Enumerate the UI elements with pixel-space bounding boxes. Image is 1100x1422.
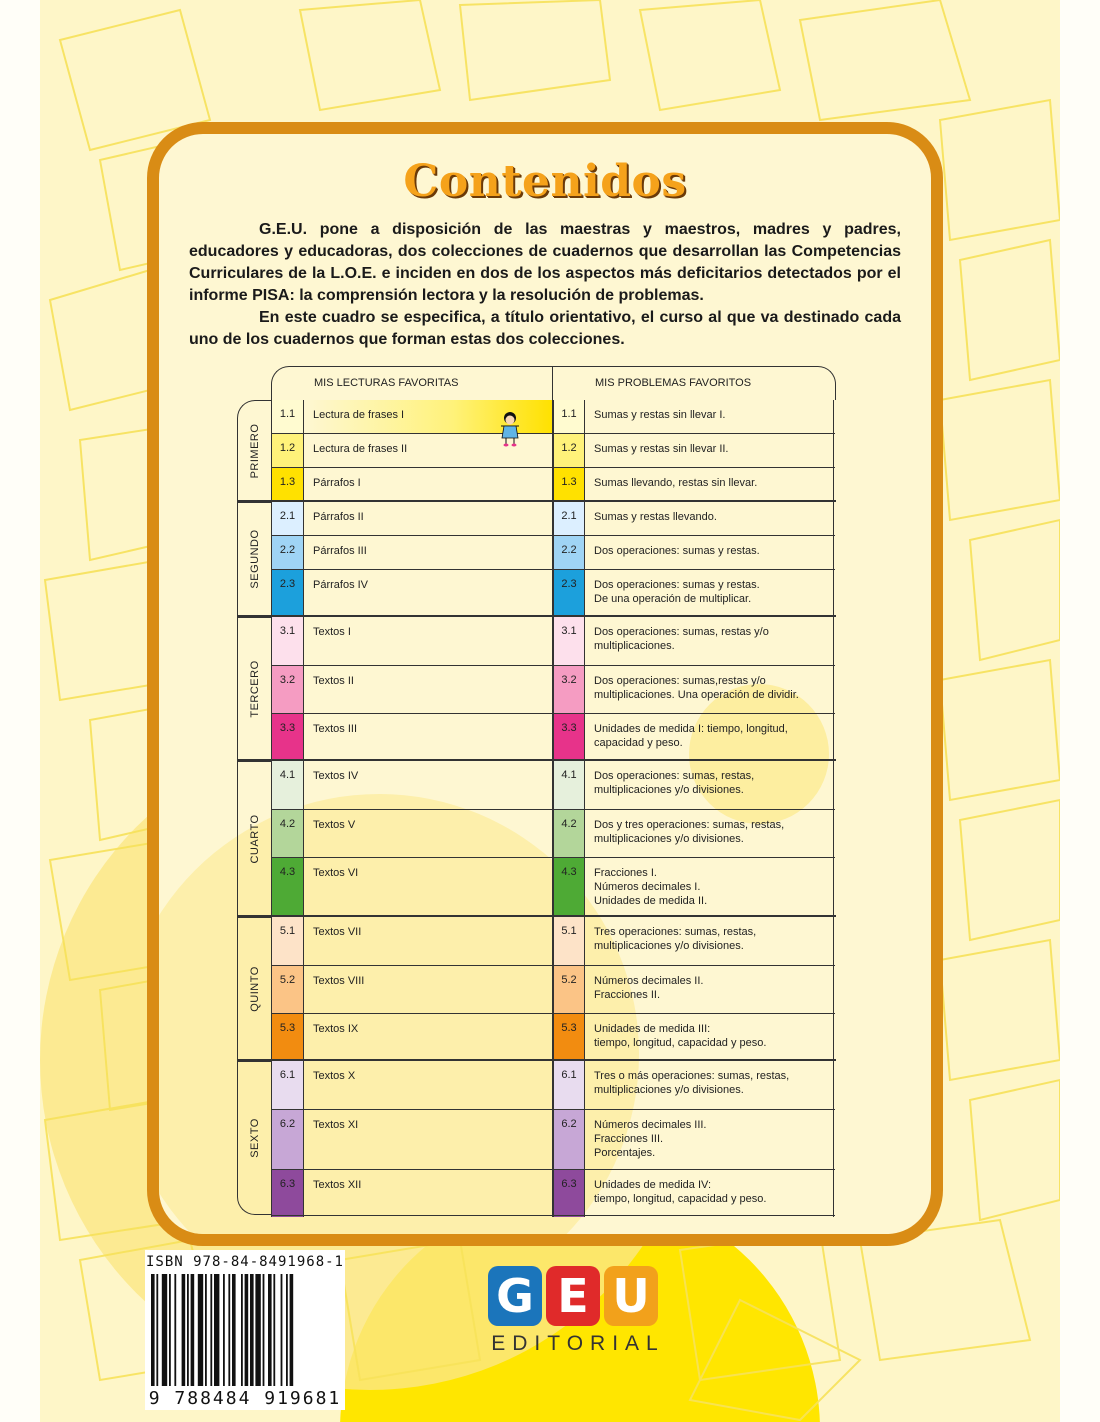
problems-title-line: multiplicaciones y/o divisiones.: [594, 940, 744, 952]
barcode-bar: [228, 1274, 230, 1386]
problems-title: [586, 468, 834, 500]
problems-title-line: Sumas y restas sin llevar II.: [594, 443, 729, 455]
problems-title: [586, 502, 834, 535]
grade-label-cell: [237, 761, 272, 915]
intro-paragraph-2: En este cuadro se especifica, a título orientativo, el curso al que va destinado cada uno de los cuadernos que forman estas dos colecciones.: [189, 309, 901, 348]
table-row: [271, 400, 835, 433]
problems-code: 2.2: [552, 536, 585, 569]
table-row: [271, 713, 835, 761]
problems-title-line: multiplicaciones.: [594, 640, 675, 652]
problems-code: 1.1: [552, 400, 585, 433]
reading-code: 3.1: [271, 617, 304, 665]
barcode-bar: [187, 1274, 189, 1386]
problems-title-line: Porcentajes.: [594, 1147, 656, 1159]
grade-block: [237, 759, 836, 915]
header-reading-label: MIS LECTURAS FAVORITAS: [314, 377, 459, 389]
reading-code: 2.3: [271, 570, 304, 617]
problems-title-line: Dos operaciones: sumas,restas y/o: [594, 675, 766, 687]
problems-title-line: Números decimales I.: [594, 881, 701, 893]
page-title: Contenidos: [403, 156, 687, 207]
problems-title-line: Fracciones III.: [594, 1133, 664, 1145]
grade-block: [237, 615, 836, 759]
barcode-bar: [245, 1274, 249, 1386]
table-row: [271, 569, 835, 617]
logo-letter-u: U: [604, 1266, 658, 1326]
problems-title-line: Sumas y restas sin llevar I.: [594, 409, 726, 421]
problems-title: [586, 666, 834, 713]
problems-title-line: Unidades de medida IV:: [594, 1179, 711, 1191]
problems-code: 3.3: [552, 714, 585, 761]
problems-title-line: Dos y tres operaciones: sumas, restas,: [594, 819, 785, 831]
problems-title: [586, 1110, 834, 1169]
grade-label-cell: [237, 502, 272, 615]
reading-code: 4.1: [271, 761, 304, 809]
problems-title-line: Dos operaciones: sumas, restas y/o: [594, 626, 769, 638]
problems-title: [586, 434, 834, 467]
barcode-bar: [182, 1274, 186, 1386]
reading-title: Textos IV: [313, 770, 359, 782]
reading-title: Textos IX: [313, 1023, 359, 1035]
problems-title-line: Números decimales III.: [594, 1119, 707, 1131]
problems-title-line: multiplicaciones y/o divisiones.: [594, 833, 744, 845]
barcode-bar: [250, 1274, 254, 1386]
problems-title: [586, 1014, 834, 1061]
reading-title: Textos II: [313, 675, 354, 687]
problems-title: [586, 810, 834, 857]
table-row: [271, 917, 835, 965]
problems-title-line: Tres operaciones: sumas, restas,: [594, 926, 757, 938]
problems-title: [586, 714, 834, 761]
problems-title: [586, 858, 834, 917]
problems-title-line: tiempo, longitud, capacidad y peso.: [594, 1193, 767, 1205]
problems-title-line: capacidad y peso.: [594, 737, 683, 749]
reading-title: Textos VI: [313, 867, 359, 879]
grade-block: [237, 500, 836, 615]
problems-code: 5.1: [552, 917, 585, 965]
problems-title: [586, 761, 834, 809]
reading-code: 3.3: [271, 714, 304, 761]
table-row: [271, 1169, 835, 1217]
grade-block: [237, 1059, 836, 1215]
reading-code: 6.3: [271, 1170, 304, 1217]
reading-code: 2.2: [271, 536, 304, 569]
barcode-bar: [198, 1274, 203, 1386]
problems-code: 2.1: [552, 502, 585, 535]
grade-block: [237, 400, 836, 500]
problems-title-line: multiplicaciones y/o divisiones.: [594, 784, 744, 796]
table-row: [271, 1061, 835, 1109]
isbn-barcode: [145, 1250, 345, 1410]
table-row: [271, 502, 835, 535]
problems-title-line: Unidades de medida III:: [594, 1023, 711, 1035]
problems-title-line: Unidades de medida II.: [594, 895, 708, 907]
reading-title: Textos VII: [313, 926, 362, 938]
problems-code: 2.3: [552, 570, 585, 617]
problems-code: 3.2: [552, 666, 585, 713]
barcode-bar: [174, 1274, 176, 1386]
problems-title: [586, 1170, 834, 1217]
contents-table: [237, 366, 837, 1214]
header-problems-label: MIS PROBLEMAS FAVORITOS: [595, 377, 752, 389]
grade-label-cell: [237, 400, 272, 500]
table-row: [271, 467, 835, 500]
book-back-cover: [40, 0, 1060, 1422]
grade-label: SEGUNDO: [249, 529, 261, 589]
problems-title: [586, 400, 834, 433]
table-row: [271, 1013, 835, 1061]
grade-label: TERCERO: [249, 659, 261, 718]
barcode-bar: [268, 1274, 272, 1386]
table-row: [271, 617, 835, 665]
barcode-bar: [232, 1274, 236, 1386]
problems-title: [586, 917, 834, 965]
problems-title-line: multiplicaciones y/o divisiones.: [594, 1084, 744, 1096]
logo-subtitle: EDITORIAL: [491, 1332, 665, 1355]
reading-title: Textos III: [313, 723, 358, 735]
problems-title-line: Fracciones II.: [594, 989, 661, 1001]
grade-label-cell: [237, 917, 272, 1059]
barcode-bar: [205, 1274, 207, 1386]
problems-title: [586, 966, 834, 1013]
header-reading-collection: [271, 366, 553, 400]
reading-title: Párrafos III: [313, 545, 367, 557]
contents-panel: [147, 122, 943, 1246]
reading-code: 3.2: [271, 666, 304, 713]
barcode-bar: [214, 1274, 219, 1386]
reading-code: 5.1: [271, 917, 304, 965]
reading-title: Párrafos IV: [313, 579, 369, 591]
problems-title-line: Números decimales II.: [594, 975, 704, 987]
grade-label-cell: [237, 1061, 272, 1215]
barcode-bar: [151, 1274, 155, 1386]
grade-label: SEXTO: [249, 1118, 261, 1158]
grade-block: [237, 915, 836, 1059]
reading-code: 4.3: [271, 858, 304, 917]
problems-code: 4.2: [552, 810, 585, 857]
reading-title: Textos VIII: [313, 975, 365, 987]
barcode-icon: [151, 1274, 339, 1386]
reading-code: 4.2: [271, 810, 304, 857]
table-row: [271, 857, 835, 917]
grade-label: CUARTO: [249, 813, 261, 864]
isbn-label: ISBN 978-84-8491968-1: [145, 1254, 344, 1270]
barcode-bar: [191, 1274, 195, 1386]
logo-letter-g: G: [488, 1266, 542, 1326]
problems-title-line: multiplicaciones. Una operación de dividir.: [594, 689, 799, 701]
problems-code: 6.3: [552, 1170, 585, 1217]
problems-title-line: Tres o más operaciones: sumas, restas,: [594, 1070, 790, 1082]
barcode-bar: [281, 1274, 283, 1386]
problems-code: 6.2: [552, 1110, 585, 1169]
problems-title-line: Fracciones I.: [594, 867, 657, 879]
barcode-bar: [255, 1274, 260, 1386]
barcode-bar: [286, 1274, 288, 1386]
barcode-bar: [241, 1274, 243, 1386]
problems-title-line: Sumas y restas llevando.: [594, 511, 717, 523]
reading-title: Párrafos II: [313, 511, 364, 523]
reading-title: Textos I: [313, 626, 351, 638]
grade-label-cell: [237, 617, 272, 759]
reading-title: Textos XII: [313, 1179, 362, 1191]
problems-title: [586, 617, 834, 665]
reading-code: 1.3: [271, 468, 304, 500]
reading-title: Textos V: [313, 819, 356, 831]
problems-title: [586, 570, 834, 617]
intro-paragraph-1: G.E.U. pone a disposición de las maestras y maestros, madres y padres, educadores y educadoras, dos colecciones de cuadernos que desarrollan las Competencias Curriculares de la L.O.E. e inciden en dos de los aspectos más deficitarios detectados por el informe PISA: la comprensión lectora y la resolución de problemas.: [189, 221, 901, 304]
doll-icon: [497, 410, 523, 448]
reading-title: Lectura de frases I: [305, 400, 552, 433]
problems-code: 4.1: [552, 761, 585, 809]
barcode-bar: [169, 1274, 171, 1386]
problems-code: 1.2: [552, 434, 585, 467]
header-problems-collection: [552, 366, 836, 400]
table-row: [271, 535, 835, 569]
problems-title-line: Dos operaciones: sumas, restas,: [594, 770, 755, 782]
problems-title-line: Dos operaciones: sumas y restas.: [594, 545, 760, 557]
problems-code: 5.3: [552, 1014, 585, 1061]
barcode-bar: [156, 1274, 158, 1386]
problems-code: 5.2: [552, 966, 585, 1013]
reading-title: Textos X: [313, 1070, 356, 1082]
reading-code: 2.1: [271, 502, 304, 535]
reading-code: 6.2: [271, 1110, 304, 1169]
reading-title: Párrafos I: [313, 477, 361, 489]
reading-code: 6.1: [271, 1061, 304, 1109]
barcode-bar: [210, 1274, 212, 1386]
geu-editorial-logo: [488, 1266, 668, 1366]
problems-title-line: De una operación de multiplicar.: [594, 593, 752, 605]
grade-label: PRIMERO: [249, 423, 261, 478]
table-row: [271, 965, 835, 1013]
problems-code: 4.3: [552, 858, 585, 917]
grade-label: QUINTO: [249, 965, 261, 1012]
problems-title-line: Unidades de medida I: tiempo, longitud,: [594, 723, 788, 735]
problems-code: 6.1: [552, 1061, 585, 1109]
table-row: [271, 809, 835, 857]
barcode-bar: [273, 1274, 275, 1386]
table-row: [271, 433, 835, 467]
reading-title: Lectura de frases II: [313, 443, 408, 455]
barcode-bar: [290, 1274, 294, 1386]
intro-text: [189, 219, 901, 351]
barcode-bar: [263, 1274, 265, 1386]
reading-code: 1.2: [271, 434, 304, 467]
table-row: [271, 665, 835, 713]
reading-code: 5.3: [271, 1014, 304, 1061]
barcode-bar: [223, 1274, 225, 1386]
table-bottom-border: [271, 1215, 835, 1216]
problems-title-line: tiempo, longitud, capacidad y peso.: [594, 1037, 767, 1049]
table-row: [271, 761, 835, 809]
problems-title-line: Sumas llevando, restas sin llevar.: [594, 477, 758, 489]
problems-title: [586, 536, 834, 569]
problems-title-line: Dos operaciones: sumas y restas.: [594, 579, 760, 591]
barcode-bar: [162, 1274, 167, 1386]
reading-title: Textos XI: [313, 1119, 359, 1131]
reading-code: 5.2: [271, 966, 304, 1013]
table-row: [271, 1109, 835, 1169]
reading-code: 1.1: [271, 400, 304, 433]
problems-code: 3.1: [552, 617, 585, 665]
problems-title: [586, 1061, 834, 1109]
problems-code: 1.3: [552, 468, 585, 500]
barcode-number: 9 788484 919681: [148, 1388, 342, 1409]
logo-letter-e: E: [546, 1266, 600, 1326]
